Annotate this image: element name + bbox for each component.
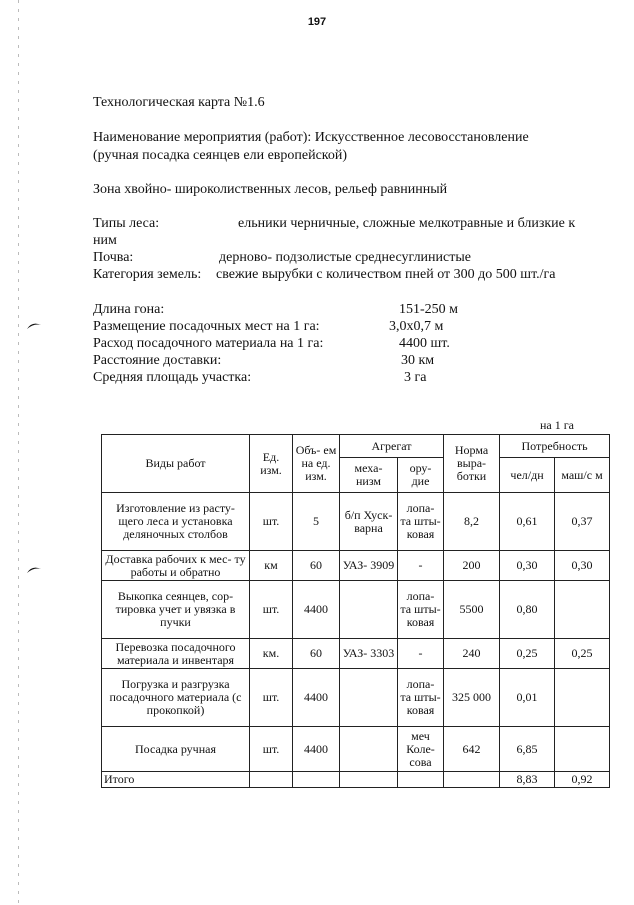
table-header-row: [102, 435, 610, 458]
margin-mark-icon: [26, 320, 42, 330]
cell-empty: [340, 772, 398, 788]
cell-man-days: 0,01: [500, 669, 555, 727]
header-tool: ору- дие: [398, 458, 444, 493]
table-row: [102, 639, 610, 669]
param-value: 151-250 м: [399, 302, 459, 317]
cell-work: Перевозка посадочного материала и инвентаря: [102, 639, 250, 669]
cell-man-days: 0,25: [500, 639, 555, 669]
param-label: Средняя площадь участка:: [93, 370, 252, 385]
cell-machine: [555, 727, 610, 772]
param-label: Расстояние доставки:: [93, 353, 222, 368]
cell-unit: шт.: [250, 669, 293, 727]
soil-value: дерново- подзолистые среднесуглинистые: [219, 250, 471, 265]
table-row: [102, 551, 610, 581]
cell-mechanism: [340, 581, 398, 639]
activity-line-1: Наименование мероприятия (работ): Искусственное лесовосстановление: [93, 130, 529, 145]
cell-mechanism: [340, 727, 398, 772]
cell-tool: -: [398, 551, 444, 581]
cell-work: Доставка рабочих к мес- ту работы и обратно: [102, 551, 250, 581]
activity-line-2: (ручная посадка сеянцев ели европейской): [93, 148, 348, 163]
forest-type-value: ельники черничные, сложные мелкотравные и близкие к: [238, 216, 576, 231]
cell-volume: 60: [293, 639, 340, 669]
param-label: Длина гона:: [93, 302, 165, 317]
cell-machine: 0,25: [555, 639, 610, 669]
cell-empty: [444, 772, 500, 788]
land-category-value: свежие вырубки с количеством пней от 300 до 500 шт./га: [216, 267, 556, 282]
param-value: 4400 шт.: [399, 336, 450, 351]
cell-norm: 325 000: [444, 669, 500, 727]
cell-tool: меч Коле- сова: [398, 727, 444, 772]
cell-volume: 4400: [293, 581, 340, 639]
cell-tool: лопа- та шты- ковая: [398, 669, 444, 727]
cell-machine: 0,30: [555, 551, 610, 581]
table-row: [102, 581, 610, 639]
cell-work: Изготовление из расту- щего леса и установка деляночных столбов: [102, 493, 250, 551]
cell-machine: [555, 581, 610, 639]
land-category-label: Категория земель:: [93, 267, 202, 282]
cell-mechanism: УАЗ- 3909: [340, 551, 398, 581]
total-label: Итого: [102, 772, 250, 788]
cell-unit: шт.: [250, 727, 293, 772]
header-norm: Норма выра- ботки: [444, 435, 500, 493]
total-man-days: 8,83: [500, 772, 555, 788]
soil-label: Почва:: [93, 250, 134, 265]
cell-norm: 5500: [444, 581, 500, 639]
param-value: 3,0х0,7 м: [389, 319, 444, 334]
cell-norm: 8,2: [444, 493, 500, 551]
cell-volume: 60: [293, 551, 340, 581]
param-value: 3 га: [404, 370, 427, 385]
cell-man-days: 0,61: [500, 493, 555, 551]
cell-work: Посадка ручная: [102, 727, 250, 772]
cell-mechanism: УАЗ- 3303: [340, 639, 398, 669]
page-number: 197: [307, 16, 327, 28]
cell-norm: 200: [444, 551, 500, 581]
cell-mechanism: б/п Хуск- варна: [340, 493, 398, 551]
header-unit: Ед. изм.: [250, 435, 293, 493]
param-value: 30 км: [401, 353, 435, 368]
table-total-row: [102, 772, 610, 788]
header-volume: Объ- ем на ед. изм.: [293, 435, 340, 493]
cell-tool: -: [398, 639, 444, 669]
forest-type-continued: ним: [93, 233, 117, 248]
param-label: Размещение посадочных мест на 1 га:: [93, 319, 320, 334]
param-label: Расход посадочного материала на 1 га:: [93, 336, 324, 351]
cell-mechanism: [340, 669, 398, 727]
cell-man-days: 0,30: [500, 551, 555, 581]
cell-machine: [555, 669, 610, 727]
card-title: Технологическая карта №1.6: [93, 95, 265, 110]
table-row: [102, 669, 610, 727]
scan-edge: [18, 0, 19, 905]
cell-unit: км: [250, 551, 293, 581]
cell-volume: 4400: [293, 727, 340, 772]
cell-norm: 642: [444, 727, 500, 772]
zone-line: Зона хвойно- широколиственных лесов, рельеф равнинный: [93, 182, 448, 197]
cell-machine: 0,37: [555, 493, 610, 551]
margin-mark-icon: [26, 564, 42, 574]
header-need: Потребность: [500, 435, 610, 458]
cell-empty: [293, 772, 340, 788]
forest-type-label: Типы леса:: [93, 216, 160, 231]
cell-volume: 5: [293, 493, 340, 551]
total-machine: 0,92: [555, 772, 610, 788]
cell-work: Выкопка сеянцев, сор- тировка учет и увязка в пучки: [102, 581, 250, 639]
table-row: [102, 727, 610, 772]
work-table: [101, 434, 610, 788]
cell-empty: [398, 772, 444, 788]
cell-man-days: 0,80: [500, 581, 555, 639]
cell-tool: лопа- та шты- ковая: [398, 493, 444, 551]
cell-norm: 240: [444, 639, 500, 669]
cell-unit: км.: [250, 639, 293, 669]
cell-unit: шт.: [250, 581, 293, 639]
table-row: [102, 493, 610, 551]
cell-unit: шт.: [250, 493, 293, 551]
header-machine: маш/с м: [555, 458, 610, 493]
header-aggregate: Агрегат: [340, 435, 444, 458]
cell-volume: 4400: [293, 669, 340, 727]
cell-empty: [250, 772, 293, 788]
header-works: Виды работ: [102, 435, 250, 493]
table-unit-note: на 1 га: [540, 418, 574, 432]
cell-tool: лопа- та шты- ковая: [398, 581, 444, 639]
cell-work: Погрузка и разгрузка посадочного материала (с прокопкой): [102, 669, 250, 727]
header-man-days: чел/дн: [500, 458, 555, 493]
cell-man-days: 6,85: [500, 727, 555, 772]
header-mechanism: меха- низм: [340, 458, 398, 493]
